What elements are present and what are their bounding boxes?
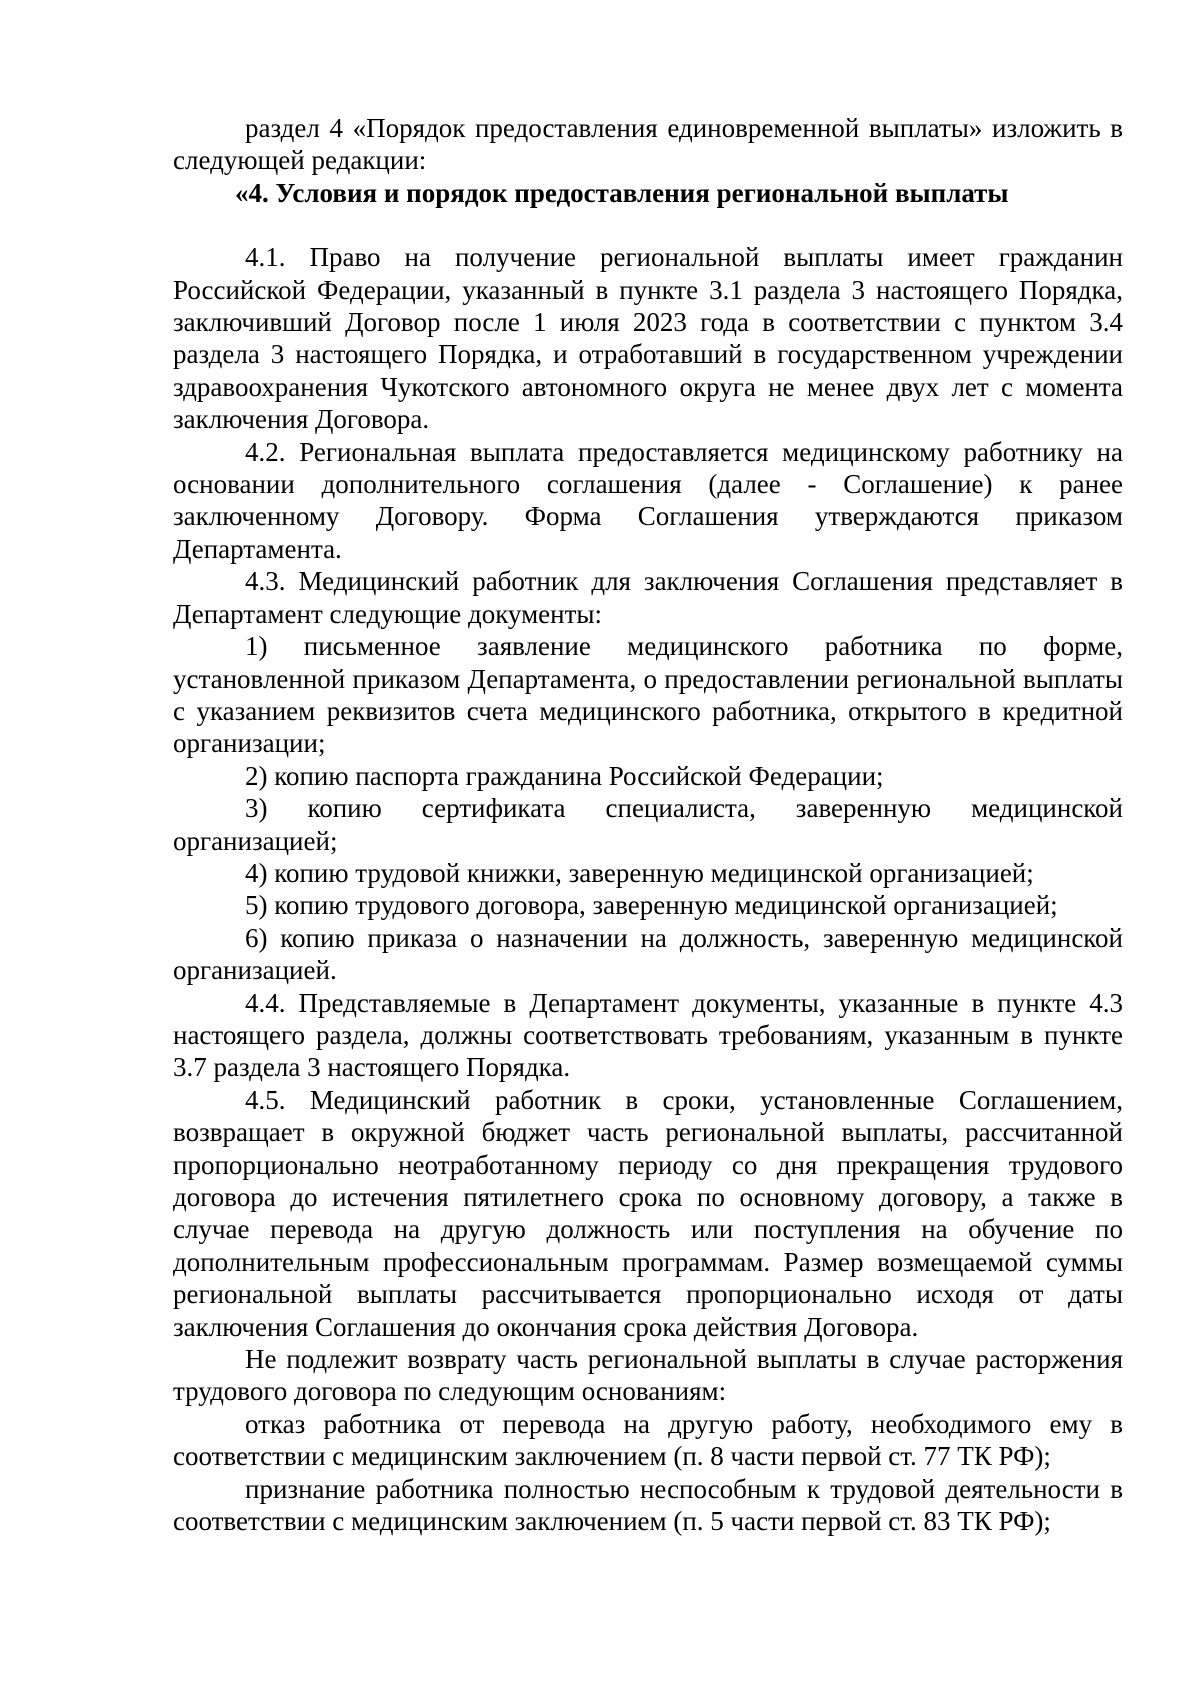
ground-incapacity: признание работника полностью неспособным к трудовой деятельности в соответствии с медицинским заключением (п. 5 части первой ст. 83 ТК РФ); [173, 1473, 1123, 1537]
document-page [173, 112, 1123, 1537]
paragraph-4-3: 4.3. Медицинский работник для заключения Соглашения представляет в Департамент следующие документы: [173, 566, 1123, 629]
paragraph-4-4: 4.4. Представляемые в Департамент документы, указанные в пункте 4.3 настоящего раздела, должны соответствовать требованиям, указанным в пункте 3.7 раздела 3 настоящего Порядка. [173, 987, 1123, 1083]
section-heading: «4. Условия и порядок предоставления региональной выплаты [235, 177, 1009, 208]
list-item-6: 6) копию приказа о назначении на должность, заверенную медицинской организацией. [173, 922, 1123, 986]
list-item-1: 1) письменное заявление медицинского работника по форме, установленной приказом Департамента, о предоставлении региональной выплаты с указанием реквизитов счета медицинского работника, открытого в кредитной организации; [173, 631, 1123, 759]
paragraph-4-1: 4.1. Право на получение региональной выплаты имеет гражданин Российской Федерации, указанный в пункте 3.1 раздела 3 настоящего Порядка, заключивший Договор после 1 июля 2023 года в соответствии с пунктом 3.4 раздела 3 настоящего Порядка, и отработавший в государственном учреждении здравоохранения Чукотского автономного округа не менее двух лет с момента заключения Договора. [173, 242, 1123, 435]
no-refund-paragraph: Не подлежит возврату часть региональной выплаты в случае расторжения трудового договора по следующим основаниям: [173, 1344, 1123, 1407]
list-item-3: 3) копию сертификата специалиста, заверенную медицинской организацией; [173, 793, 1123, 856]
paragraph-4-5: 4.5. Медицинский работник в сроки, установленные Соглашением, возвращает в окружной бюджет часть региональной выплаты, рассчитанной пропорционально неотработанному периоду со дня прекращения трудового договора до истечения пятилетнего срока по основному договору, а также в случае перевода на другую должность или поступления на обучение по дополнительным профессиональным программам. Размер возмещаемой суммы региональной выплаты рассчитывается пропорционально исходя от даты заключения Соглашения до окончания срока действия Договора. [173, 1084, 1123, 1342]
intro-paragraph: раздел 4 «Порядок предоставления единовременной выплаты» изложить в следующей редакции: [173, 113, 1123, 176]
list-item-2: 2) копию паспорта гражданина Российской Федерации; [245, 760, 884, 791]
paragraph-4-2: 4.2. Региональная выплата предоставляется медицинскому работнику на основании дополнительного соглашения (далее - Соглашение) к ранее заключенному Договору. Форма Соглашения утверждаются приказом Департамента. [173, 436, 1123, 564]
list-item-5: 5) копию трудового договора, заверенную медицинской организацией; [245, 890, 1058, 921]
list-item-4: 4) копию трудовой книжки, заверенную медицинской организацией; [245, 857, 1034, 888]
ground-transfer-refusal: отказ работника от перевода на другую работу, необходимого ему в соответствии с медицинским заключением (п. 8 части первой ст. 77 ТК РФ); [173, 1408, 1123, 1472]
